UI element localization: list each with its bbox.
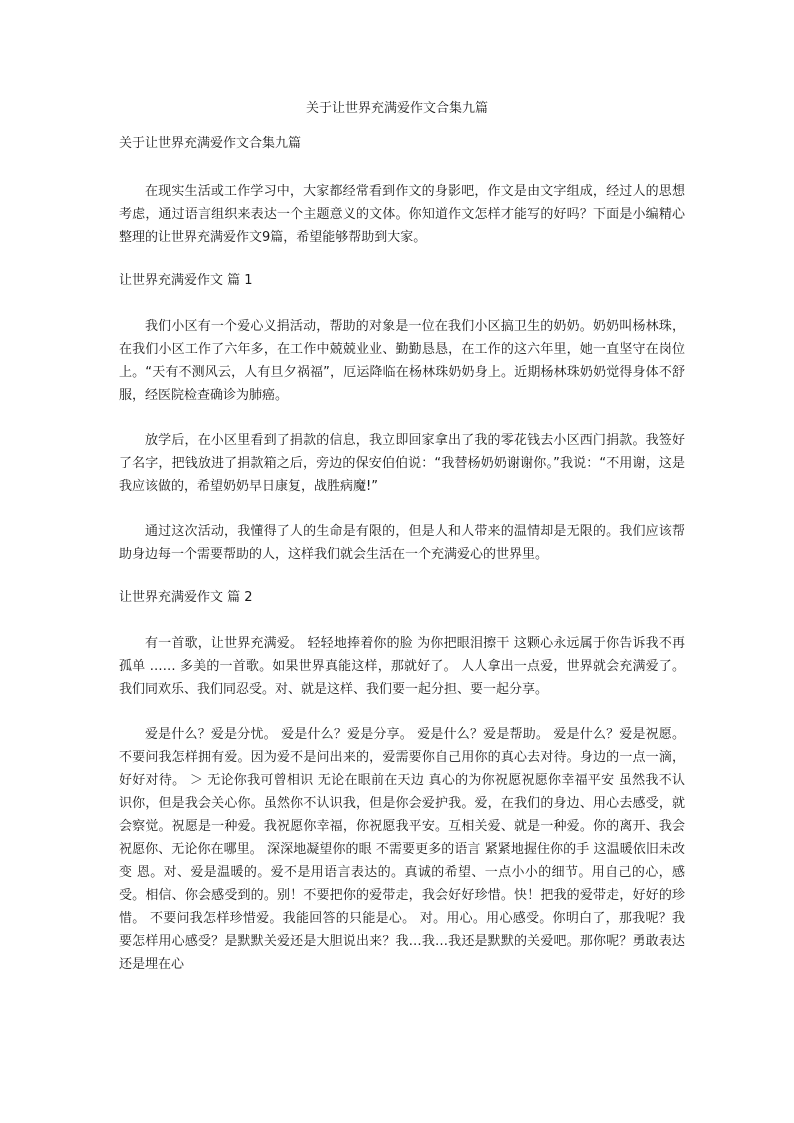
section-heading-1: 让世界充满爱作文 篇 1: [119, 273, 253, 288]
section-1-paragraph-2: 放学后，在小区里看到了捐款的信息，我立即回家拿出了我的零花钱去小区西门捐款。我签好了名字，把钱放进了捐款箱之后，旁边的保安伯伯说：“我替杨奶奶谢谢你。”我说：“不用谢，这是我应该做的，希望奶奶早日康复，战胜病魔!”: [119, 433, 685, 494]
intro-paragraph: 在现实生活或工作学习中，大家都经常看到作文的身影吧，作文是由文字组成，经过人的思想考虑，通过语言组织来表达一个主题意义的文体。你知道作文怎样才能写的好吗？下面是小编精心整理的让世界充满爱作文9篇，希望能够帮助到大家。: [119, 184, 685, 245]
document-title: 关于让世界充满爱作文合集九篇: [305, 101, 488, 116]
section-1-paragraph-1: 我们小区有一个爱心义捐活动，帮助的对象是一位在我们小区搞卫生的奶奶。奶奶叫杨林珠，在我们小区工作了六年多，在工作中兢兢业业、勤勤恳恳，在工作的这六年里，她一直坚守在岗位上。“天有不测风云，人有旦夕祸福”，厄运降临在杨林珠奶奶身上。近期杨林珠奶奶觉得身体不舒服，经医院检查确诊为肺癌。: [119, 319, 685, 403]
section-heading-2: 让世界充满爱作文 篇 2: [119, 590, 253, 605]
section-2-paragraph-2: 爱是什么？爱是分忧。 爱是什么？爱是分享。 爱是什么？爱是帮助。 爱是什么？爱是祝愿。 不要问我怎样拥有爱。因为爱不是问出来的，爱需要你自己用你的真心去对待。身边的一点一滴，好好对待。 ＞ 无论你我可曾相识 无论在眼前在天边 真心的为你祝愿祝愿你幸福平安 虽然我不认识你，但是我会关心你。虽然你不认识我，但是你会爱护我。爱，在我们的身边、用心去感受，就会察觉。祝愿是一种爱。我祝愿你幸福，你祝愿我平安。互相关爱、就是一种爱。你的离开、我会祝愿你、无论你在哪里。 深深地凝望你的眼 不需要更多的语言 紧紧地握住你的手 这温暖依旧未改变 恩。对、爱是温暖的。爱不是用语言表达的。真诚的希望、一点小小的细节。用自己的心，感受。相信、你会感受到的。别！不要把你的爱带走，我会好好珍惜。快！把我的爱带走，好好的珍惜。 不要问我怎样珍惜爱。我能回答的只能是心。 对。用心。用心感受。你明白了，那我呢？我要怎样用心感受？是默默关爱还是大胆说出来？我…我…我还是默默的关爱吧。那你呢？勇敢表达还是埋在心: [119, 727, 685, 972]
document-body: [119, 134, 685, 998]
section-2-paragraph-1: 有一首歌，让世界充满爱。 轻轻地捧着你的脸 为你把眼泪擦干 这颗心永远属于你告诉我不再孤单 …… 多美的一首歌。如果世界真能这样，那就好了。 人人拿出一点爱，世界就会充满爱了。我们同欢乐、我们同忍受。对、就是这样、我们要一起分担、要一起分享。: [119, 636, 685, 697]
document-subtitle: 关于让世界充满爱作文合集九篇: [119, 136, 302, 151]
section-1-paragraph-3: 通过这次活动，我懂得了人的生命是有限的，但是人和人带来的温情却是无限的。我们应该帮助身边每一个需要帮助的人，这样我们就会生活在一个充满爱心的世界里。: [119, 524, 685, 562]
